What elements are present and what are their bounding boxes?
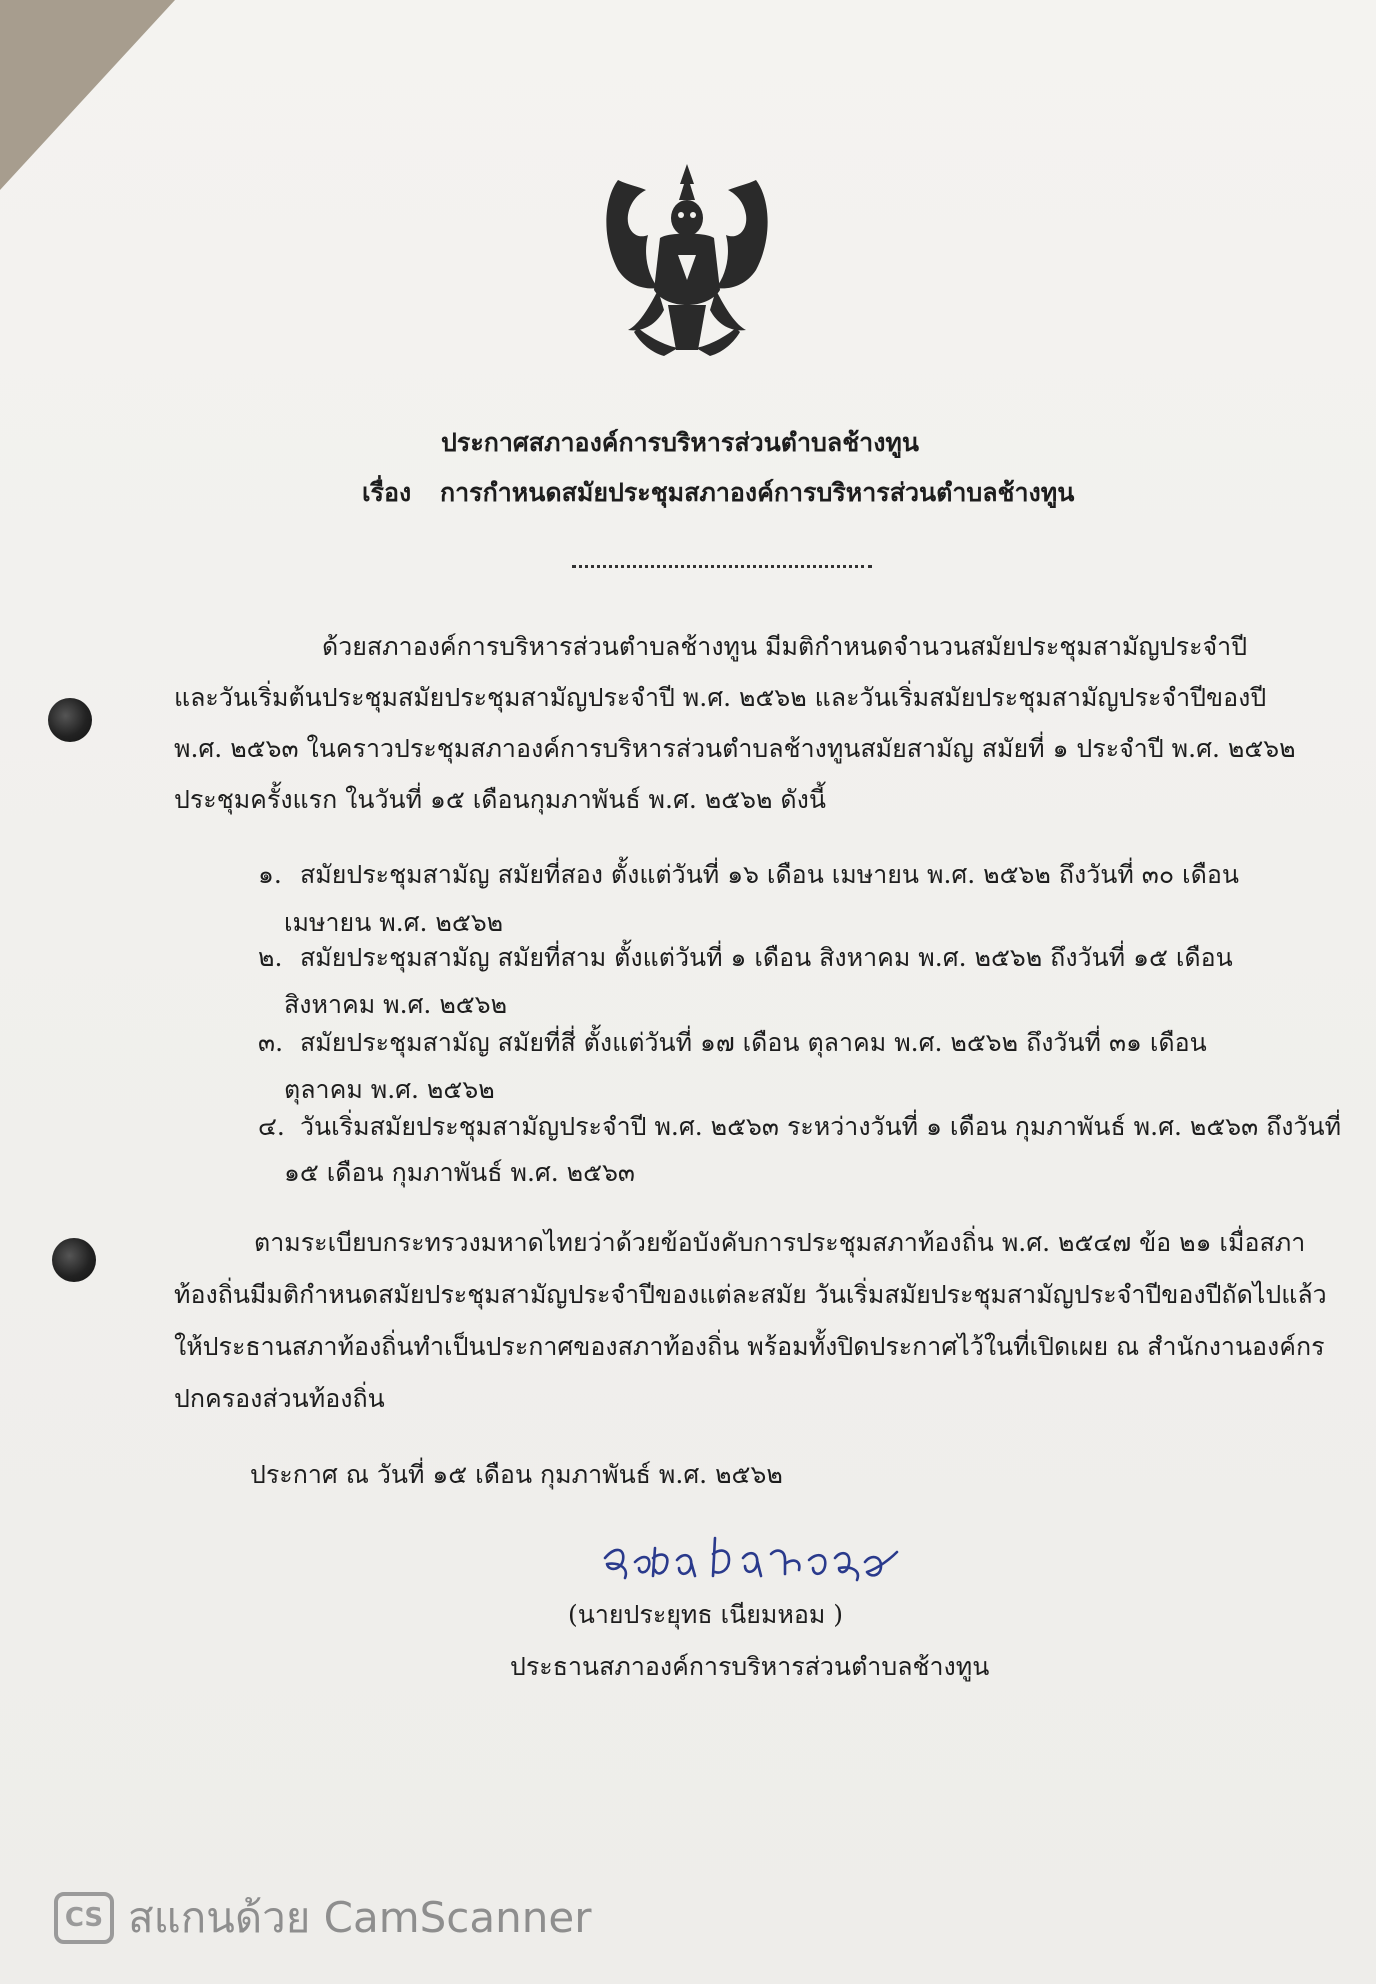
item-text: เมษายน พ.ศ. ๒๕๖๒ bbox=[284, 908, 504, 937]
dotted-separator bbox=[572, 565, 872, 568]
announcement-title: ประกาศสภาองค์การบริหารส่วนตำบลช้างทูน bbox=[441, 428, 919, 457]
signer-position: ประธานสภาองค์การบริหารส่วนตำบลช้างทูน bbox=[510, 1652, 990, 1681]
subject-text: การกำหนดสมัยประชุมสภาองค์การบริหารส่วนตำบลช้างทูน bbox=[440, 478, 1075, 507]
item-text: ตุลาคม พ.ศ. ๒๕๖๒ bbox=[284, 1075, 495, 1104]
camscanner-logo-icon: CS bbox=[54, 1892, 114, 1944]
intro-line: พ.ศ. ๒๕๖๓ ในคราวประชุมสภาองค์การบริหารส่วนตำบลช้างทูนสมัยสามัญ สมัยที่ ๑ ประจำปี พ.ศ. ๒๕๖๒ bbox=[174, 734, 1296, 763]
item-number: ๔. bbox=[258, 1112, 285, 1141]
watermark-text: สแกนด้วย CamScanner bbox=[128, 1893, 592, 1942]
camscanner-watermark bbox=[54, 1885, 591, 1951]
item-text: สิงหาคม พ.ศ. ๒๕๖๒ bbox=[284, 990, 508, 1019]
punch-hole-bottom bbox=[52, 1238, 96, 1282]
regulation-line: ตามระเบียบกระทรวงมหาดไทยว่าด้วยข้อบังคับการประชุมสภาท้องถิ่น พ.ศ. ๒๕๔๗ ข้อ ๒๑ เมื่อสภา bbox=[254, 1228, 1306, 1257]
item-number: ๑. bbox=[258, 860, 282, 889]
item-text: ๑๕ เดือน กุมภาพันธ์ พ.ศ. ๒๕๖๓ bbox=[284, 1158, 636, 1187]
punch-hole-top bbox=[48, 698, 92, 742]
intro-line: และวันเริ่มต้นประชุมสมัยประชุมสามัญประจำปี พ.ศ. ๒๕๖๒ และวันเริ่มสมัยประชุมสามัญประจำปีของปี bbox=[174, 683, 1267, 712]
subject-label: เรื่อง bbox=[362, 478, 412, 507]
intro-line: ประชุมครั้งแรก ในวันที่ ๑๕ เดือนกุมภาพันธ์ พ.ศ. ๒๕๖๒ ดังนี้ bbox=[174, 785, 826, 814]
item-text: สมัยประชุมสามัญ สมัยที่สาม ตั้งแต่วันที่ ๑ เดือน สิงหาคม พ.ศ. ๒๕๖๒ ถึงวันที่ ๑๕ เดือน bbox=[300, 943, 1233, 972]
garuda-emblem-icon bbox=[598, 160, 776, 360]
item-text: วันเริ่มสมัยประชุมสามัญประจำปี พ.ศ. ๒๕๖๓ ระหว่างวันที่ ๑ เดือน กุมภาพันธ์ พ.ศ. ๒๕๖๓ ถึงวันที่ bbox=[300, 1112, 1342, 1141]
item-number: ๓. bbox=[258, 1028, 284, 1057]
item-number: ๒. bbox=[258, 943, 283, 972]
intro-line: ด้วยสภาองค์การบริหารส่วนตำบลช้างทูน มีมติกำหนดจำนวนสมัยประชุมสามัญประจำปี bbox=[322, 632, 1248, 661]
item-text: สมัยประชุมสามัญ สมัยที่สี่ ตั้งแต่วันที่ ๑๗ เดือน ตุลาคม พ.ศ. ๒๕๖๒ ถึงวันที่ ๓๑ เดือน bbox=[300, 1028, 1207, 1057]
signer-name: (นายประยุทธ เนียมหอม ) bbox=[568, 1600, 844, 1629]
regulation-line: ให้ประธานสภาท้องถิ่นทำเป็นประกาศของสภาท้องถิ่น พร้อมทั้งปิดประกาศไว้ในที่เปิดเผย ณ สำนักงานองค์กร bbox=[174, 1332, 1325, 1361]
regulation-line: ปกครองส่วนท้องถิ่น bbox=[174, 1384, 385, 1413]
regulation-line: ท้องถิ่นมีมติกำหนดสมัยประชุมสามัญประจำปีของแต่ละสมัย วันเริ่มสมัยประชุมสามัญประจำปีของปีถัดไปแล้ว bbox=[174, 1280, 1327, 1309]
folded-corner bbox=[0, 0, 175, 190]
announce-date: ประกาศ ณ วันที่ ๑๕ เดือน กุมภาพันธ์ พ.ศ. ๒๕๖๒ bbox=[250, 1460, 783, 1489]
handwritten-signature bbox=[595, 1518, 905, 1593]
item-text: สมัยประชุมสามัญ สมัยที่สอง ตั้งแต่วันที่ ๑๖ เดือน เมษายน พ.ศ. ๒๕๖๒ ถึงวันที่ ๓๐ เดือน bbox=[300, 860, 1239, 889]
